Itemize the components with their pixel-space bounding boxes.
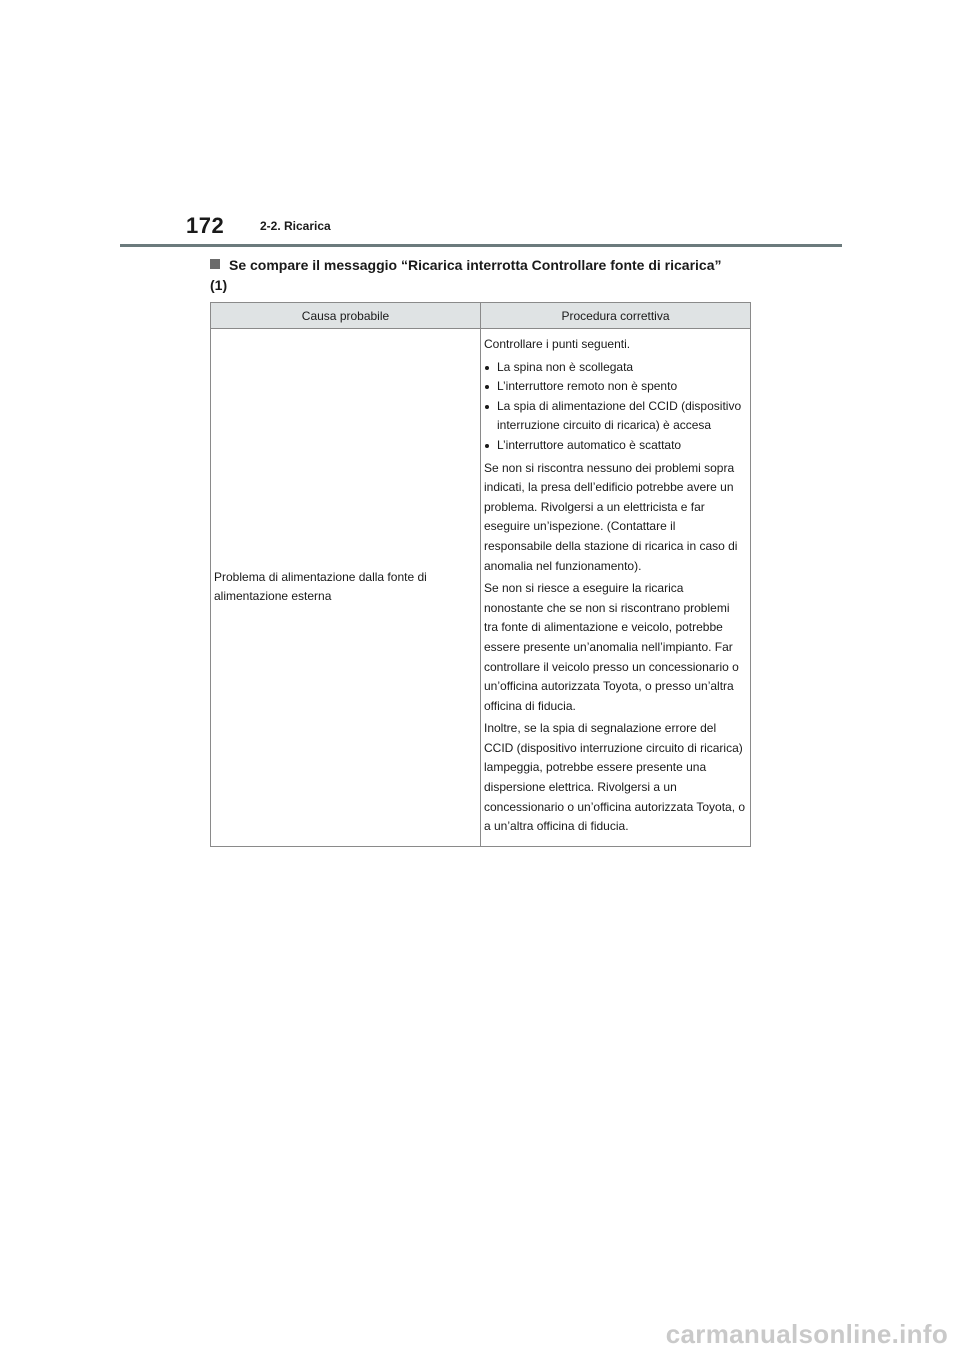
page-number: 172 [186, 213, 225, 238]
fix-checklist [484, 358, 746, 456]
column-header-cause: Causa probabile [211, 303, 481, 329]
fix-paragraph: Inoltre, se la spia di segnalazione errore del CCID (dispositivo interruzione circuito di ricarica) lampeggia, potrebbe essere presente una dispersione elettrica. Rivolgersi a un concessionario o un’officina autorizzata Toyota, o a un’altra officina di fiducia. [484, 721, 746, 834]
watermark: carmanualsonline.info [665, 1319, 948, 1349]
fix-paragraph: Se non si riesce a eseguire la ricarica nonostante che se non si riscontrano problemi tra fonte di alimentazione e veicolo, potrebbe essere presente un’anomalia nell’impianto. Far controllare il veicolo presso un concessionario o un’officina autorizzata Toyota, o presso un’altra officina di fiducia. [484, 581, 739, 713]
section-title: 2-2. Ricarica [260, 219, 331, 233]
fix-paragraph: Se non si riscontra nessuno dei problemi sopra indicati, la presa dell’edificio potrebbe avere un problema. Rivolgersi a un elettricista e far eseguire un’ispezione. (Contattare il responsabile della stazione di ricarica in caso di anomalia nel funzionamento). [484, 460, 738, 573]
square-bullet-icon [210, 259, 220, 269]
column-header-fix: Procedura correttiva [481, 303, 751, 329]
list-item: L’interruttore remoto non è spento [484, 377, 746, 397]
section-heading-suffix: (1) [210, 277, 228, 293]
list-item: La spia di alimentazione del CCID (dispositivo interruzione circuito di ricarica) è accesa [484, 397, 746, 436]
troubleshooting-table [210, 302, 751, 847]
cause-cell: Problema di alimentazione dalla fonte di alimentazione esterna [211, 329, 481, 847]
section-heading: Se compare il messaggio “Ricarica interrotta Controllare fonte di ricarica” [229, 257, 722, 273]
header-divider [120, 244, 842, 247]
list-item: La spina non è scollegata [484, 358, 746, 378]
fix-intro: Controllare i punti seguenti. [484, 337, 631, 351]
fix-cell [481, 329, 751, 847]
table-header-row [211, 303, 751, 329]
table-row [211, 329, 751, 847]
list-item: L’interruttore automatico è scattato [484, 436, 746, 456]
